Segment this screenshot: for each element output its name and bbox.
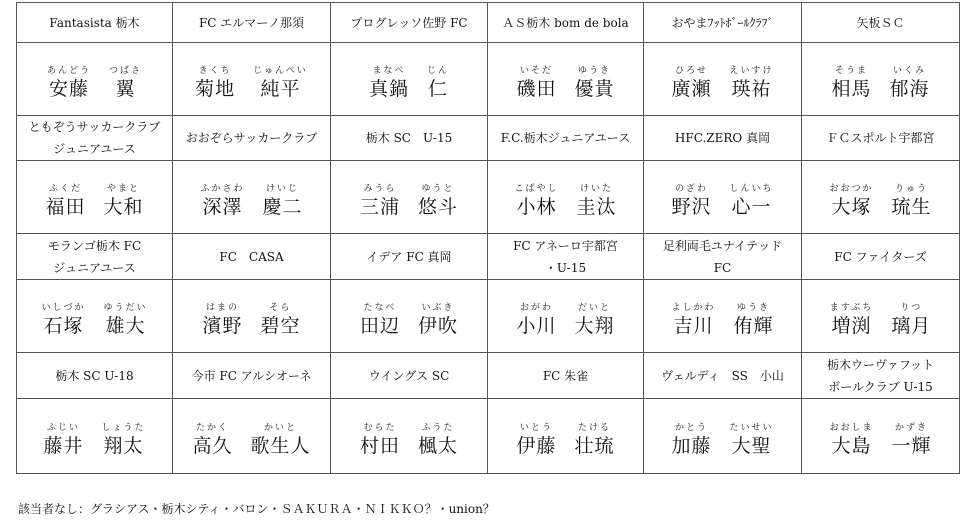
given-name bbox=[251, 423, 311, 458]
family-name-reading: たなべ bbox=[363, 302, 397, 313]
given-name bbox=[427, 66, 449, 101]
family-name-kanji: 石塚 bbox=[43, 314, 84, 337]
team-cell bbox=[17, 116, 173, 161]
player-name bbox=[671, 303, 773, 338]
family-name-kanji: 深澤 bbox=[202, 195, 243, 218]
family-name-reading: おがわ bbox=[519, 302, 553, 313]
family-name-kanji: 小林 bbox=[516, 195, 557, 218]
family-name-reading: おおしま bbox=[829, 422, 874, 433]
given-name-reading: たける bbox=[578, 422, 612, 433]
team-cell bbox=[488, 116, 644, 161]
player-name bbox=[671, 423, 773, 458]
given-name-reading: りゅう bbox=[894, 183, 928, 194]
given-name-reading: しょうた bbox=[101, 422, 146, 433]
player-cell bbox=[802, 43, 960, 116]
team-cell bbox=[802, 3, 960, 43]
family-name bbox=[671, 184, 711, 219]
team-cell bbox=[173, 353, 331, 399]
given-name-kanji: 大聖 bbox=[731, 434, 772, 457]
team-cell bbox=[331, 353, 488, 399]
player-cell bbox=[17, 399, 173, 474]
given-name bbox=[102, 423, 146, 458]
roster-body bbox=[17, 3, 960, 474]
given-name bbox=[418, 184, 458, 219]
given-name bbox=[575, 66, 615, 101]
given-name-kanji: 楓太 bbox=[418, 434, 459, 457]
family-name-kanji: 加藤 bbox=[671, 434, 712, 457]
team-name: 栃木 SC U-18 bbox=[55, 368, 134, 383]
family-name-kanji: 福田 bbox=[45, 195, 86, 218]
given-name-reading: じゅんぺい bbox=[253, 65, 308, 76]
family-name bbox=[43, 423, 83, 458]
team-name: HFC.ZERO 真岡 bbox=[674, 131, 771, 145]
family-name-reading: のざわ bbox=[674, 183, 708, 194]
player-name bbox=[45, 184, 143, 219]
player-cell bbox=[488, 280, 644, 353]
family-name-kanji: 村田 bbox=[359, 434, 400, 457]
given-name-reading: しんいち bbox=[729, 183, 774, 194]
given-name-reading: たいせい bbox=[729, 422, 774, 433]
given-name-reading: じん bbox=[427, 65, 450, 76]
given-name-reading: いぶき bbox=[421, 302, 455, 313]
team-cell bbox=[488, 3, 644, 43]
team-cell bbox=[644, 3, 802, 43]
team-name: 栃木 SC U-15 bbox=[365, 131, 453, 145]
family-name bbox=[671, 66, 711, 101]
player-cell bbox=[331, 399, 488, 474]
family-name-kanji: 三浦 bbox=[359, 195, 400, 218]
family-name-kanji: 藤井 bbox=[43, 434, 84, 457]
given-name-reading: やまと bbox=[107, 183, 141, 194]
family-name bbox=[671, 303, 715, 338]
player-name bbox=[195, 66, 308, 101]
player-name bbox=[830, 303, 932, 338]
given-name-kanji: 圭汰 bbox=[576, 195, 617, 218]
given-name bbox=[109, 66, 142, 101]
family-name-kanji: 菊地 bbox=[195, 77, 236, 100]
family-name-reading: きくち bbox=[198, 65, 232, 76]
player-cell bbox=[331, 43, 488, 116]
player-name bbox=[41, 303, 147, 338]
family-name-reading: おおつか bbox=[829, 183, 874, 194]
team-name: FC エルマーノ那須 bbox=[198, 15, 305, 30]
given-name-kanji: 碧空 bbox=[260, 314, 301, 337]
given-name-kanji: 心一 bbox=[731, 195, 772, 218]
family-name bbox=[192, 423, 232, 458]
family-name-reading: はまの bbox=[205, 302, 239, 313]
given-name-reading: つばさ bbox=[109, 65, 143, 76]
player-name bbox=[47, 66, 142, 101]
player-name bbox=[360, 303, 458, 338]
family-name bbox=[516, 66, 556, 101]
team-cell bbox=[17, 353, 173, 399]
family-name-reading: ますぶち bbox=[829, 302, 874, 313]
team-name: F.C.栃木ジュニアユース bbox=[500, 131, 631, 145]
family-name-kanji: 野沢 bbox=[671, 195, 712, 218]
given-name-reading: ふうた bbox=[421, 422, 455, 433]
family-name bbox=[516, 303, 556, 338]
given-name-kanji: 歌生人 bbox=[250, 434, 311, 457]
player-cell bbox=[173, 43, 331, 116]
player-row bbox=[17, 43, 960, 116]
team-name: FC 朱雀 bbox=[542, 368, 589, 383]
given-name-kanji: 璃月 bbox=[891, 314, 932, 337]
family-name-reading: ふかさわ bbox=[200, 183, 245, 194]
player-row bbox=[17, 280, 960, 353]
given-name-kanji: 侑輝 bbox=[733, 314, 774, 337]
given-name bbox=[253, 66, 308, 101]
team-cell bbox=[644, 234, 802, 280]
family-name-kanji: 濱野 bbox=[202, 314, 243, 337]
given-name bbox=[730, 66, 774, 101]
player-name bbox=[514, 184, 616, 219]
player-row bbox=[17, 161, 960, 234]
team-name: イデア FC 真岡 bbox=[366, 249, 452, 264]
team-name: 栃木ウーヴァフット ボールクラブ U-15 bbox=[826, 357, 935, 394]
given-name bbox=[261, 303, 301, 338]
family-name-reading: たかく bbox=[195, 422, 229, 433]
player-name bbox=[192, 423, 310, 458]
given-name bbox=[892, 423, 932, 458]
given-name-reading: そら bbox=[269, 302, 292, 313]
player-cell bbox=[331, 280, 488, 353]
team-cell bbox=[488, 353, 644, 399]
team-name: 今市 FC アルシオーネ bbox=[191, 368, 312, 383]
player-cell bbox=[644, 399, 802, 474]
given-name bbox=[104, 303, 148, 338]
family-name-kanji: 田辺 bbox=[359, 314, 400, 337]
given-name-reading: だいと bbox=[578, 302, 612, 313]
given-name-kanji: 壮琉 bbox=[574, 434, 615, 457]
given-name-reading: かいと bbox=[264, 422, 298, 433]
given-name bbox=[730, 423, 774, 458]
team-cell bbox=[331, 234, 488, 280]
given-name-kanji: 琉生 bbox=[891, 195, 932, 218]
given-name bbox=[891, 303, 931, 338]
given-name-kanji: 純平 bbox=[260, 77, 301, 100]
given-name-reading: かずき bbox=[895, 422, 929, 433]
family-name bbox=[830, 303, 874, 338]
given-name-reading: ゆうと bbox=[421, 183, 455, 194]
family-name bbox=[671, 423, 711, 458]
family-name-reading: ひろせ bbox=[675, 65, 708, 76]
team-name: ウイングス SC bbox=[368, 368, 450, 383]
player-name bbox=[671, 66, 773, 101]
team-cell bbox=[331, 116, 488, 161]
family-name-reading: こばやし bbox=[514, 183, 559, 194]
no-applicant-note: 該当者なし：グラシアス・栃木シティ・バロン・ＳＡＫＵＲＡ・ＮＩＫＫＯ？・union？ bbox=[18, 502, 495, 516]
team-name: ヴェルディ SS 小山 bbox=[661, 368, 784, 383]
family-name-kanji: 真鍋 bbox=[368, 77, 409, 100]
family-name bbox=[369, 66, 409, 101]
player-name bbox=[360, 423, 458, 458]
family-name-reading: かとう bbox=[674, 422, 708, 433]
team-cell bbox=[644, 116, 802, 161]
family-name-kanji: 相馬 bbox=[831, 77, 872, 100]
player-cell bbox=[173, 280, 331, 353]
player-cell bbox=[488, 43, 644, 116]
player-row bbox=[17, 399, 960, 474]
player-name bbox=[671, 184, 773, 219]
family-name-reading: むらた bbox=[363, 422, 397, 433]
player-cell bbox=[331, 161, 488, 234]
family-name-reading: ふくだ bbox=[48, 183, 82, 194]
player-cell bbox=[17, 43, 173, 116]
family-name-reading: いそだ bbox=[519, 65, 553, 76]
roster-table bbox=[16, 2, 960, 474]
given-name-kanji: 翔太 bbox=[103, 434, 144, 457]
family-name bbox=[516, 423, 556, 458]
player-cell bbox=[802, 399, 960, 474]
given-name bbox=[418, 423, 458, 458]
family-name-kanji: 廣瀬 bbox=[671, 77, 712, 100]
team-cell bbox=[17, 234, 173, 280]
team-cell bbox=[802, 234, 960, 280]
given-name-kanji: 一輝 bbox=[891, 434, 932, 457]
player-name bbox=[43, 423, 145, 458]
given-name bbox=[891, 184, 931, 219]
family-name bbox=[360, 423, 400, 458]
family-name-kanji: 小川 bbox=[516, 314, 557, 337]
family-name bbox=[360, 184, 400, 219]
family-name-kanji: 大塚 bbox=[831, 195, 872, 218]
given-name bbox=[104, 184, 144, 219]
team-name: プログレッソ佐野 FC bbox=[350, 15, 468, 30]
team-row bbox=[17, 3, 960, 43]
player-name bbox=[200, 184, 302, 219]
given-name-kanji: 慶二 bbox=[262, 195, 303, 218]
given-name-kanji: 優貴 bbox=[574, 77, 615, 100]
family-name bbox=[41, 303, 85, 338]
given-name-kanji: 翼 bbox=[115, 77, 136, 100]
family-name-reading: みうら bbox=[363, 183, 397, 194]
player-cell bbox=[173, 399, 331, 474]
family-name-reading: あんどう bbox=[46, 65, 91, 76]
family-name-reading: よしかわ bbox=[671, 302, 716, 313]
player-cell bbox=[17, 161, 173, 234]
team-name: FC ファイターズ bbox=[834, 249, 927, 264]
given-name-kanji: 仁 bbox=[428, 77, 449, 100]
family-name bbox=[829, 423, 873, 458]
team-name: おやまﾌｯﾄﾎﾞｰﾙｸﾗﾌﾞ bbox=[671, 15, 774, 30]
team-name: FC CASA bbox=[219, 249, 284, 264]
player-cell bbox=[644, 280, 802, 353]
given-name bbox=[418, 303, 458, 338]
family-name bbox=[360, 303, 400, 338]
given-name-kanji: 郁海 bbox=[889, 77, 930, 100]
team-name: 矢板ＳＣ bbox=[856, 15, 905, 30]
given-name bbox=[575, 303, 615, 338]
family-name bbox=[202, 303, 242, 338]
family-name-kanji: 増渕 bbox=[831, 314, 872, 337]
given-name bbox=[730, 184, 774, 219]
team-row bbox=[17, 116, 960, 161]
given-name-reading: えいすけ bbox=[729, 65, 774, 76]
team-cell bbox=[173, 3, 331, 43]
family-name bbox=[514, 184, 558, 219]
family-name bbox=[47, 66, 91, 101]
player-name bbox=[830, 184, 932, 219]
team-cell bbox=[173, 234, 331, 280]
player-name bbox=[516, 423, 614, 458]
player-name bbox=[369, 66, 449, 101]
player-cell bbox=[488, 399, 644, 474]
family-name-kanji: 吉川 bbox=[673, 314, 714, 337]
player-cell bbox=[17, 280, 173, 353]
given-name bbox=[734, 303, 774, 338]
given-name-reading: ゆうき bbox=[578, 65, 612, 76]
family-name-reading: そうま bbox=[834, 65, 868, 76]
family-name-kanji: 磯田 bbox=[516, 77, 557, 100]
family-name bbox=[831, 66, 871, 101]
team-cell bbox=[173, 116, 331, 161]
given-name bbox=[263, 184, 303, 219]
family-name-reading: まなべ bbox=[372, 65, 406, 76]
family-name bbox=[830, 184, 874, 219]
family-name bbox=[195, 66, 235, 101]
family-name-reading: ふじい bbox=[46, 422, 80, 433]
player-name bbox=[829, 423, 931, 458]
team-cell bbox=[17, 3, 173, 43]
given-name-reading: ゆうき bbox=[737, 302, 771, 313]
family-name-reading: いとう bbox=[519, 422, 553, 433]
player-cell bbox=[173, 161, 331, 234]
family-name bbox=[45, 184, 85, 219]
given-name-kanji: 伊吹 bbox=[418, 314, 459, 337]
team-cell bbox=[802, 116, 960, 161]
player-name bbox=[202, 303, 300, 338]
team-name: おおぞらサッカークラブ bbox=[185, 131, 318, 145]
team-name: モランゴ栃木 FC ジュニアユース bbox=[47, 238, 142, 275]
given-name-reading: けいじ bbox=[266, 183, 300, 194]
player-name bbox=[516, 303, 614, 338]
family-name-kanji: 伊藤 bbox=[516, 434, 557, 457]
player-name bbox=[831, 66, 929, 101]
player-cell bbox=[802, 280, 960, 353]
player-cell bbox=[644, 43, 802, 116]
given-name-reading: ゆうだい bbox=[103, 302, 148, 313]
given-name-kanji: 大和 bbox=[103, 195, 144, 218]
team-name: 足利両毛ユナイテッド FC bbox=[662, 238, 783, 275]
team-cell bbox=[331, 3, 488, 43]
given-name-reading: いくみ bbox=[893, 65, 927, 76]
team-name: ともぞうサッカークラブ ジュニアユース bbox=[28, 120, 161, 156]
team-cell bbox=[644, 353, 802, 399]
team-row bbox=[17, 234, 960, 280]
given-name bbox=[890, 66, 930, 101]
given-name bbox=[577, 184, 617, 219]
given-name-reading: けいた bbox=[580, 183, 614, 194]
family-name-kanji: 高久 bbox=[192, 434, 233, 457]
player-cell bbox=[488, 161, 644, 234]
family-name bbox=[200, 184, 244, 219]
player-name bbox=[360, 184, 458, 219]
player-cell bbox=[802, 161, 960, 234]
given-name-kanji: 悠斗 bbox=[418, 195, 459, 218]
team-cell bbox=[488, 234, 644, 280]
given-name-kanji: 雄大 bbox=[105, 314, 146, 337]
family-name-reading: いしづか bbox=[41, 302, 86, 313]
given-name-kanji: 大翔 bbox=[574, 314, 615, 337]
team-row bbox=[17, 353, 960, 399]
given-name bbox=[575, 423, 615, 458]
given-name-reading: りつ bbox=[900, 302, 923, 313]
family-name-kanji: 大島 bbox=[831, 434, 872, 457]
family-name-kanji: 安藤 bbox=[48, 77, 89, 100]
given-name-kanji: 瑛祐 bbox=[731, 77, 772, 100]
team-name: Fantasista 栃木 bbox=[49, 15, 140, 30]
team-name: ＦＣスポルト宇都宮 bbox=[826, 131, 935, 145]
team-name: FC アネーロ宇都宮 ・U-15 bbox=[513, 238, 618, 275]
player-cell bbox=[644, 161, 802, 234]
player-name bbox=[516, 66, 614, 101]
team-name: ＡＳ栃木 bom de bola bbox=[502, 15, 629, 30]
team-cell bbox=[802, 353, 960, 399]
